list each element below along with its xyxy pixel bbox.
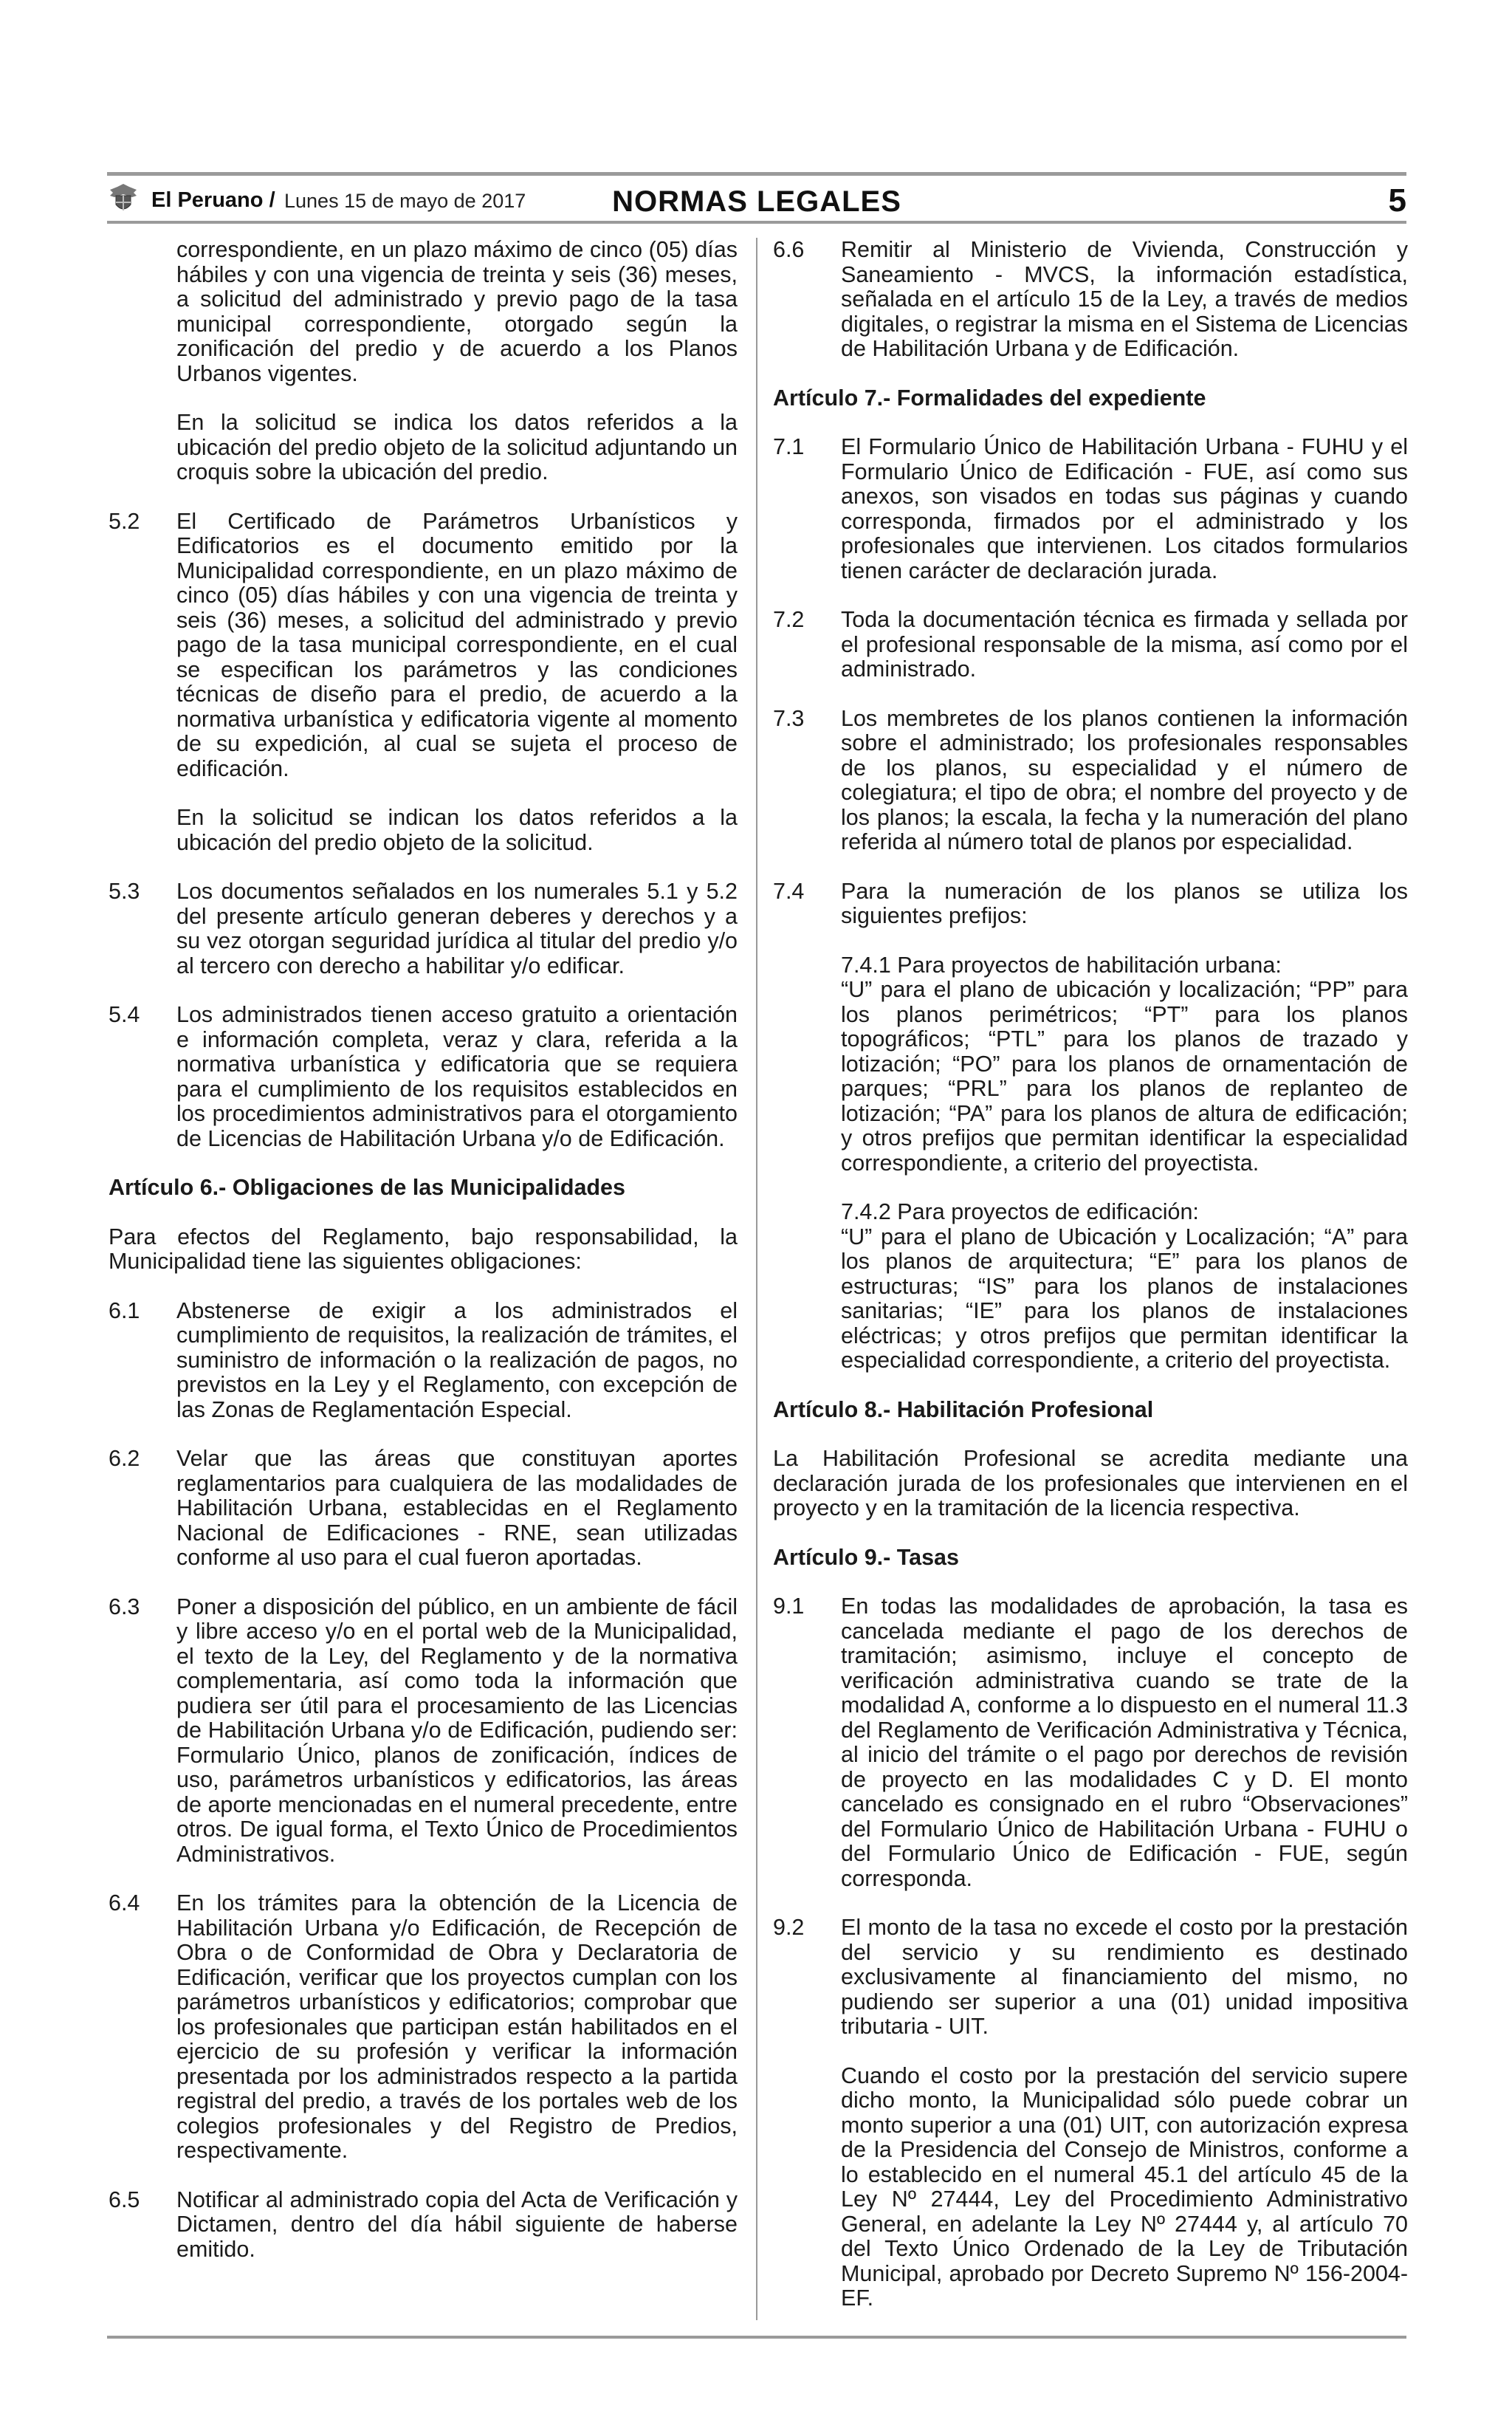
item-body: Velar que las áreas que constituyan aportes reglamentarios para cualquiera de las modalidades de Habilitación Urbana, establecidas en el Reglamento Nacional de Edificaciones - RNE, sean utilizadas conforme al uso para el cual fueron aportadas.	[176, 1446, 738, 1570]
item-number: 7.4	[773, 878, 805, 904]
item-7-2	[773, 608, 1408, 682]
item-6-2	[109, 1447, 738, 1571]
item-number: 6.1	[109, 1297, 140, 1323]
item-number: 7.1	[773, 434, 805, 459]
subitem-7-4-1	[773, 953, 1408, 1176]
item-5-1-paragraph: En la solicitud se indica los datos referidos a la ubicación del predio objeto de la solicitud adjuntando un croquis sobre la ubicación del predio.	[176, 410, 738, 484]
subitem-title: 7.4.1 Para proyectos de habilitación urbana:	[841, 952, 1282, 978]
right-column	[773, 238, 1408, 2336]
article-9-title: Artículo 9.- Tasas	[773, 1544, 959, 1570]
item-body: En todas las modalidades de aprobación, la tasa es cancelada mediante el pago de los derechos de tramitación; asimismo, incluye el concepto de verificación administrativa cuando se trate de la modalidad A, conforme a lo dispuesto en el numeral 11.3 del Reglamento de Verificación Administrativa y Técnica, al inicio del trámite o el pago por derechos de revisión de proyecto en las modalidades C y D. El monto cancelado es consignado en el rubro “Observaciones” del Formulario Único de Habilitación Urbana - FUHU o del Formulario Único de Edificación - FUE, según corresponda.	[841, 1594, 1408, 1891]
left-column	[109, 238, 738, 2286]
item-body: Los membretes de los planos contienen la información sobre el administrado; los profesionales responsables de los planos, su especialidad y el número de colegiatura; el tipo de obra; el nombre del proyecto y de los planos; la escala, la fecha y la numeración del plano referida al número total de planos por especialidad.	[841, 705, 1408, 854]
item-number: 9.1	[773, 1594, 805, 1619]
item-number: 9.2	[773, 1915, 805, 1940]
item-body: Para la numeración de los planos se utiliza los siguientes prefijos:	[841, 878, 1408, 928]
section-title: NORMAS LEGALES	[612, 185, 901, 218]
column-divider	[756, 238, 757, 2320]
item-number: 6.2	[109, 1446, 140, 1471]
item-5-4	[109, 1003, 738, 1151]
item-number: 5.2	[109, 508, 140, 534]
item-body	[176, 510, 738, 856]
article-6-intro: Para efectos del Reglamento, bajo responsabilidad, la Municipalidad tiene las siguientes obligaciones:	[109, 1224, 738, 1274]
subitem-text: “U” para el plano de Ubicación y Localización; “A” para los planos de arquitectura; “E” para los planos de estructuras; “IS” para los planos de instalaciones sanitarias; “IE” para los planos de instalaciones eléctricas; y otros prefijos que permitan identificar la especialidad correspondiente, a criterio del proyectista.	[841, 1224, 1408, 1373]
article-7-title: Artículo 7.- Formalidades del expediente	[773, 385, 1206, 411]
item-6-6	[773, 238, 1408, 362]
item-number: 6.4	[109, 1890, 140, 1916]
item-7-1	[773, 435, 1408, 583]
item-5-3	[109, 879, 738, 978]
item-6-3	[109, 1595, 738, 1868]
item-body: Poner a disposición del público, en un ambiente de fácil y libre acceso y/o en el portal web de la Municipalidad, el texto de la Ley, del Reglamento y de la normativa complementaria, así como toda la información que pudiera ser útil para el procesamiento de las Licencias de Habilitación Urbana y/o de Edificación, pudiendo ser: Formulario Único, planos de zonificación, índices de uso, parámetros urbanísticos y edificatorios, las áreas de aporte mencionadas en el numeral precedente, entre otros. De igual forma, el Texto Único de Procedimientos Administrativos.	[176, 1594, 738, 1867]
footer-rule	[107, 2336, 1406, 2339]
item-9-2	[773, 1916, 1408, 2311]
item-number: 5.3	[109, 879, 140, 904]
item-7-3	[773, 707, 1408, 855]
article-8-text: La Habilitación Profesional se acredita mediante una declaración jurada de los profesionales que intervienen en el proyecto y en la tramitación de la licencia respectiva.	[773, 1446, 1408, 1520]
header-top-rule	[107, 172, 1406, 176]
article-8-title: Artículo 8.- Habilitación Profesional	[773, 1396, 1154, 1422]
item-6-4	[109, 1891, 738, 2164]
item-body: Notificar al administrado copia del Acta de Verificación y Dictamen, dentro del día hábil siguiente de haberse emitido.	[176, 2187, 738, 2262]
item-body: En los trámites para la obtención de la Licencia de Habilitación Urbana y/o Edificación, de Recepción de Obra o de Conformidad de Obra y Declaratoria de Edificación, verificar que los proyectos cumplan con los parámetros urbanísticos y edificatorios; comprobar que los profesionales que participan están habilitados en el ejercicio de su profesión y verificar la información presentada por los administrados respecto a la partida registral del predio, a través de los portales web de los colegios profesionales y del Registro de Predios, respectivamente.	[176, 1890, 738, 2163]
item-text: En la solicitud se indican los datos referidos a la ubicación del predio objeto de la solicitud.	[176, 805, 738, 855]
item-body: Los administrados tienen acceso gratuito a orientación e información completa, veraz y clara, referida a la normativa urbanística y edificatoria que se requiera para el cumplimiento de los requisitos establecidos en los procedimientos administrativos para el otorgamiento de Licencias de Habilitación Urbana y/o de Edificación.	[176, 1002, 738, 1151]
item-7-4	[773, 879, 1408, 929]
item-5-2	[109, 510, 738, 856]
item-number: 6.6	[773, 237, 805, 262]
item-body: Toda la documentación técnica es firmada y sellada por el profesional responsable de la misma, así como por el administrado.	[841, 607, 1408, 682]
item-text: El monto de la tasa no excede el costo por la prestación del servicio y su rendimiento es destinado exclusivamente al financiamiento del mismo, no pudiendo ser superior a una (01) unidad impositiva tributaria - UIT.	[841, 1915, 1408, 2039]
header-bottom-rule	[107, 221, 1406, 224]
item-body: El Formulario Único de Habilitación Urbana - FUHU y el Formulario Único de Edificación - FUE, así como sus anexos, son visados en todas sus páginas y cuando corresponda, firmados por el administrado y los profesionales que intervienen. Los citados formularios tienen carácter de declaración jurada.	[841, 434, 1408, 583]
item-number: 5.4	[109, 1002, 140, 1027]
item-number: 7.3	[773, 705, 805, 731]
item-body: Los documentos señalados en los numerales 5.1 y 5.2 del presente artículo generan deberes y derechos y a su vez otorgan seguridad jurídica al titular del predio y/o al tercero con derecho a habilitar y/o edificar.	[176, 879, 738, 978]
item-number: 6.3	[109, 1594, 140, 1619]
page-header	[107, 172, 1406, 224]
item-9-1	[773, 1594, 1408, 1891]
item-text: Cuando el costo por la prestación del servicio supere dicho monto, la Municipalidad sólo puede cobrar un monto superior a una (01) UIT, con autorización expresa de la Presidencia del Consejo de Ministros, conforme a lo establecido en el numeral 45.1 del artículo 45 de la Ley Nº 27444, Ley del Procedimiento Administrativo General, en adelante la Ley Nº 27444 y, al artículo 70 del Texto Único Ordenado de la Ley de Tributación Municipal, aprobado por Decreto Supremo Nº 156-2004-EF.	[841, 2062, 1408, 2311]
item-6-1	[109, 1299, 738, 1423]
item-body	[841, 1916, 1408, 2311]
page-number: 5	[1388, 182, 1406, 219]
subitem-text: “U” para el plano de ubicación y localización; “PP” para los planos perimétricos; “PT” para los planos topográficos; “PTL” para los planos de trazado y lotización; “PO” para los planos de ornamentación de parques; “PRL” para los planos de replanteo de lotización; “PA” para los planos de altura de edificación; y otros prefijos que permitan identificar la especialidad correspondiente, a criterio del proyectista.	[841, 977, 1408, 1176]
subitem-7-4-2	[773, 1200, 1408, 1373]
item-5-1-continuation: correspondiente, en un plazo máximo de cinco (05) días hábiles y con una vigencia de treinta y seis (36) meses, a solicitud del administrado y previo pago de la tasa municipal correspondiente, otorgado según la zonificación del predio y de acuerdo a los Planos Urbanos vigentes.	[176, 237, 738, 386]
item-number: 6.5	[109, 2187, 140, 2212]
item-body: Remitir al Ministerio de Vivienda, Construcción y Saneamiento - MVCS, la información estadística, señalada en el artículo 15 de la Ley, a través de medios digitales, o registrar la misma en el Sistema de Licencias de Habilitación Urbana y de Edificación.	[841, 237, 1408, 361]
subitem-title: 7.4.2 Para proyectos de edificación:	[841, 1199, 1199, 1224]
article-6-title: Artículo 6.- Obligaciones de las Municipalidades	[109, 1175, 625, 1200]
item-body: Abstenerse de exigir a los administrados el cumplimiento de requisitos, la realización de trámites, el suministro de información o la realización de pagos, no previstos en la Ley y el Reglamento, con excepción de las Zonas de Reglamentación Especial.	[176, 1297, 738, 1422]
item-6-5	[109, 2188, 738, 2263]
issue-date: Lunes 15 de mayo de 2017	[284, 190, 526, 212]
newspaper-name: El Peruano /	[151, 188, 275, 212]
item-text: El Certificado de Parámetros Urbanísticos y Edificatorios es el documento emitido por la Municipalidad correspondiente, en un plazo máximo de cinco (05) días hábiles y con una vigencia de treinta y seis (36) meses, a solicitud del administrado y previo pago de la tasa municipal correspondiente, en el cual se especifican los parámetros y las condiciones técnicas de diseño para el predio, de acuerdo a la normativa urbanística y edificatoria vigente al momento de su expedición, al cual se sujeta el proceso de edificación.	[176, 508, 738, 781]
item-number: 7.2	[773, 607, 805, 632]
